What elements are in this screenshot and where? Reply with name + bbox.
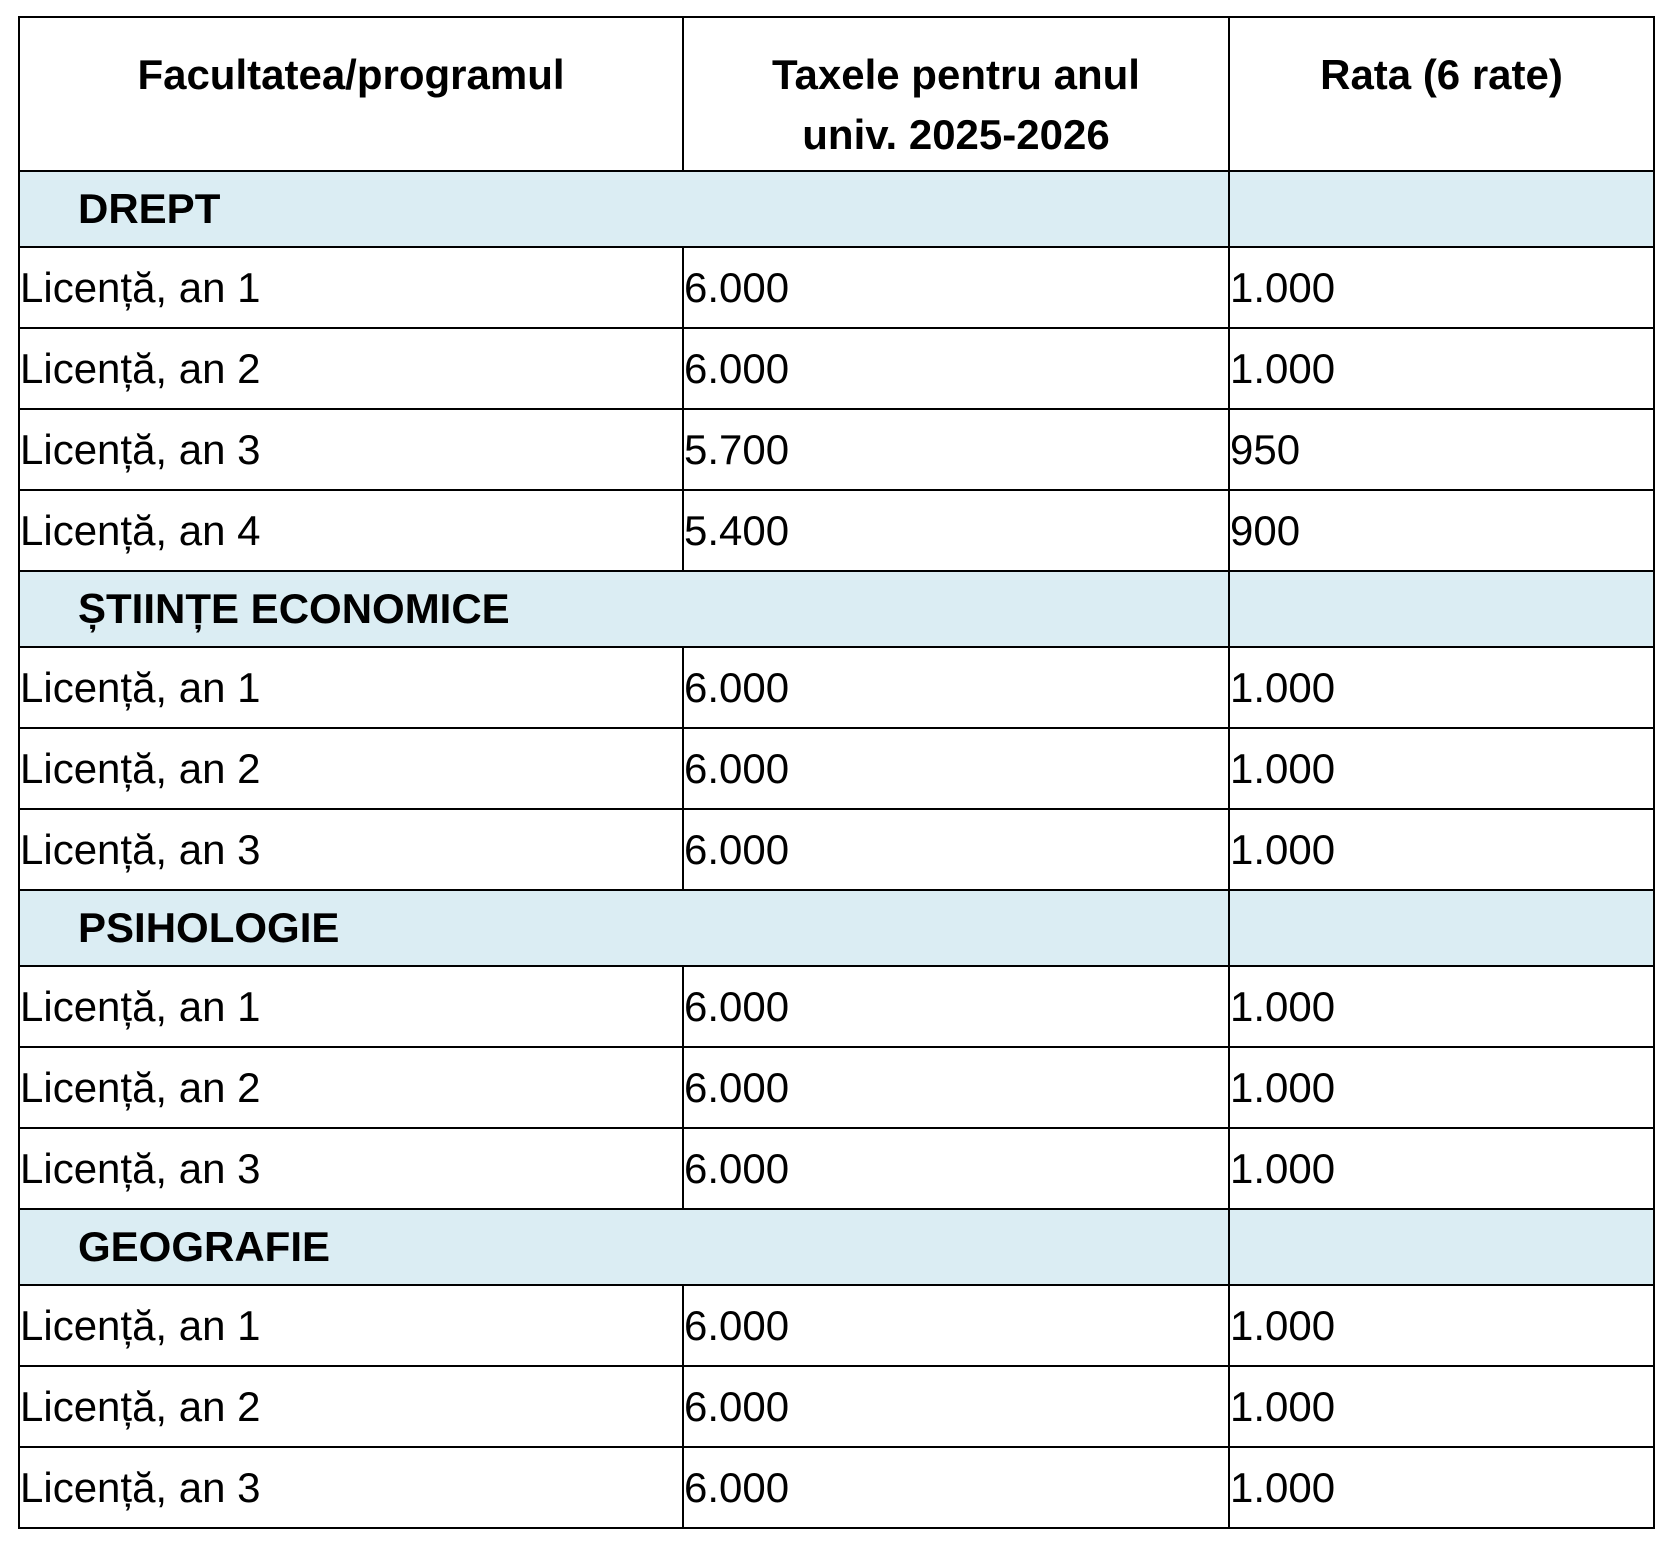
- section-empty-cell: [1229, 1209, 1654, 1285]
- program-cell: Licență, an 1: [19, 966, 683, 1047]
- program-cell: Licență, an 1: [19, 1285, 683, 1366]
- table-row: [19, 1285, 1654, 1366]
- rate-cell: 1.000: [1229, 1128, 1654, 1209]
- section-empty-cell: [1229, 171, 1654, 247]
- program-cell: Licență, an 4: [19, 490, 683, 571]
- table-row: [19, 1047, 1654, 1128]
- rate-cell: 1.000: [1229, 809, 1654, 890]
- section-name: ȘTIINȚE ECONOMICE: [19, 571, 1229, 647]
- fee-cell: 6.000: [683, 1128, 1229, 1209]
- program-cell: Licență, an 3: [19, 809, 683, 890]
- table-row: [19, 490, 1654, 571]
- rate-cell: 1.000: [1229, 1285, 1654, 1366]
- header-fee-line2: univ. 2025-2026: [802, 111, 1110, 158]
- rate-cell: 950: [1229, 409, 1654, 490]
- header-program-label: Facultatea/programul: [137, 51, 565, 98]
- fees-table: [18, 16, 1655, 1529]
- program-cell: Licență, an 1: [19, 247, 683, 328]
- program-cell: Licență, an 1: [19, 647, 683, 728]
- table-body: [19, 171, 1654, 1528]
- program-cell: Licență, an 2: [19, 1047, 683, 1128]
- table-row: [19, 1128, 1654, 1209]
- header-program: [19, 17, 683, 171]
- fee-cell: 6.000: [683, 647, 1229, 728]
- fee-cell: 6.000: [683, 1447, 1229, 1528]
- fee-cell: 6.000: [683, 328, 1229, 409]
- program-cell: Licență, an 3: [19, 409, 683, 490]
- section-header-row: [19, 890, 1654, 966]
- header-row: [19, 17, 1654, 171]
- fee-cell: 6.000: [683, 247, 1229, 328]
- header-fee-line1: Taxele pentru anul: [772, 51, 1140, 98]
- fee-cell: 6.000: [683, 809, 1229, 890]
- rate-cell: 1.000: [1229, 328, 1654, 409]
- table-row: [19, 409, 1654, 490]
- table-row: [19, 966, 1654, 1047]
- fee-cell: 6.000: [683, 1285, 1229, 1366]
- section-header-row: [19, 571, 1654, 647]
- rate-cell: 1.000: [1229, 728, 1654, 809]
- program-cell: Licență, an 2: [19, 328, 683, 409]
- table-row: [19, 328, 1654, 409]
- section-empty-cell: [1229, 890, 1654, 966]
- rate-cell: 1.000: [1229, 1447, 1654, 1528]
- header-rate-label: Rata (6 rate): [1320, 51, 1563, 98]
- section-name: GEOGRAFIE: [19, 1209, 1229, 1285]
- table-row: [19, 247, 1654, 328]
- rate-cell: 1.000: [1229, 1047, 1654, 1128]
- table-row: [19, 728, 1654, 809]
- fee-cell: 6.000: [683, 1047, 1229, 1128]
- rate-cell: 1.000: [1229, 247, 1654, 328]
- section-name: DREPT: [19, 171, 1229, 247]
- table-row: [19, 1447, 1654, 1528]
- fee-cell: 5.400: [683, 490, 1229, 571]
- section-header-row: [19, 171, 1654, 247]
- table-row: [19, 647, 1654, 728]
- fee-cell: 5.700: [683, 409, 1229, 490]
- header-rate: [1229, 17, 1654, 171]
- program-cell: Licență, an 3: [19, 1447, 683, 1528]
- fee-cell: 6.000: [683, 728, 1229, 809]
- rate-cell: 1.000: [1229, 1366, 1654, 1447]
- section-name: PSIHOLOGIE: [19, 890, 1229, 966]
- header-fee: [683, 17, 1229, 171]
- fee-cell: 6.000: [683, 1366, 1229, 1447]
- program-cell: Licență, an 2: [19, 1366, 683, 1447]
- rate-cell: 1.000: [1229, 647, 1654, 728]
- section-empty-cell: [1229, 571, 1654, 647]
- program-cell: Licență, an 2: [19, 728, 683, 809]
- section-header-row: [19, 1209, 1654, 1285]
- fee-cell: 6.000: [683, 966, 1229, 1047]
- table-row: [19, 1366, 1654, 1447]
- table-row: [19, 809, 1654, 890]
- program-cell: Licență, an 3: [19, 1128, 683, 1209]
- rate-cell: 1.000: [1229, 966, 1654, 1047]
- rate-cell: 900: [1229, 490, 1654, 571]
